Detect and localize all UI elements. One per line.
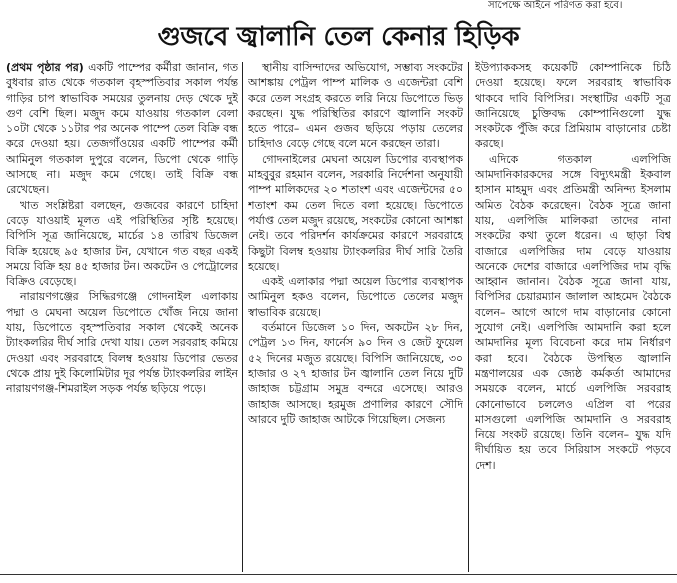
article-column-2 bbox=[248, 60, 463, 572]
headline-container bbox=[0, 14, 677, 60]
article-column-3 bbox=[475, 60, 671, 572]
column-1-paragraph-2: খাত সংশ্লিষ্টরা বলছেন, গুজবের কারণে চাহিদা বেড়ে যাওয়াই মূলত এই পরিস্থিতির সৃষ্টি হয়েছে। বিপিসি সূত্র জানিয়েছে, মার্চের ১৪ তারিখ ডিজেল বিক্রি হয়েছে ৯৫ হাজার টন, যেখানে গত বছর একই সময়ে বিক্রি হয় ৪৫ হাজার টন। অকটেন ও পেট্রোলের বিক্রিও বেড়েছে। bbox=[6, 198, 238, 289]
column-1-paragraph-3: নারায়ণগঞ্জের সিদ্ধিরগঞ্জে গোদনাইল এলাকায় পদ্মা ও মেঘনা অয়েল ডিপোতে খোঁজ নিয়ে জানা যায়, ডিপোতে বৃহস্পতিবার সকাল থেকেই অনেক ট্যাংকলরির দীর্ঘ সারি দেখা যায়। তেল সরবরাহ কমিয়ে দেওয়া এবং সরবরাহে বিলম্ব হওয়ায় ডিপোর ভেতর থেকে প্রায় দুই কিলোমিটার দূর পর্যন্ত ট্যাংকলরির লাইন নারায়ণগঞ্জ-শিমরাইল সড়ক পর্যন্ত ছড়িয়ে পড়ে। bbox=[6, 290, 238, 396]
article-column-1 bbox=[6, 60, 238, 572]
previous-article-fragment: সাপেক্ষে আইনে পরিণত করা হবে। bbox=[488, 0, 623, 11]
column-3-paragraph-2: এদিকে গতকাল এলপিজি আমদানিকারকদের সঙ্গে বিদ্যুৎমন্ত্রী ইকবাল হাসান মাহমুদ এবং প্রতিমন্ত্রী অনিন্দ্য ইসলাম অমিত বৈঠক করেছেন। বৈঠক সূত্রে জানা যায়, এলপিজি মালিকরা তাদের নানা সংকটের কথা তুলে ধরেন। এ ছাড়া বিশ্ব বাজারে এলপিজির দাম বেড়ে যাওয়ায় অনেকে দেশের বাজারে এলপিজির দাম বৃদ্ধি আহ্বান জানান। বৈঠক সূত্রে জানা যায়, বিপিসির চেয়ারম্যান জালাল আহমেদ বৈঠকে বলেন– আগে আগে দাম বাড়ানোর কোনো সুযোগ নেই। এলপিজি আমদানি করা হলে আমদানির মূল্য বিবেচনা করে দাম নির্ধারণ করা হবে। বৈঠকে উপস্থিত জ্বালানি মন্ত্রণালয়ের এক জ্যেষ্ঠ কর্মকর্তা আমাদের সময়কে বলেন, মার্চে এলপিজি সরবরাহ কোনোভাবে চললেও এপ্রিল বা পরের মাসগুলো এলপিজি আমদানি ও সরবরাহ নিয়ে সংকট রয়েছে। তিনি বলেন– যুদ্ধ যদি দীর্ঘায়িত হয় তবে সিরিয়াস সংকটে পড়বে দেশ। bbox=[475, 152, 671, 472]
continuation-reference: (প্রথম পৃষ্ঠার পর) bbox=[6, 61, 84, 74]
column-1-paragraph-1-text: একটি পাম্পের কর্মীরা জানান, গত বুধবার রাত থেকে গতকাল বৃহস্পতিবার সকাল পর্যন্ত গাড়ির চাপ স্বাভাবিক সময়ের তুলনায় দেড় থেকে দুই গুণ বেশি ছিল। মজুদ কমে যাওয়ায় গতকাল বেলা ১০টা থেকে ১১টার পর অনেক পাম্পে তেল বিক্রি বন্ধ করে দেওয়া হয়। তেজগাঁওয়ের একটি পাম্পের কর্মী আমিনুল গতকাল দুপুরে বলেন, ডিপো থেকে গাড়ি আসছে না। মজুদ কমে গেছে। তাই বিক্রি বন্ধ রেখেছেন। bbox=[6, 61, 238, 197]
column-2-paragraph-1: স্থানীয় বাসিন্দাদের অভিযোগ, সম্ভাব্য সংকটের আশঙ্কায় পেট্রল পাম্প মালিক ও এজেন্টরা বেশি করে তেল সংগ্রহ করতে লরি নিয়ে ডিপোতে ভিড় করছেন। যুদ্ধ পরিস্থিতির কারণে জ্বালানি সংকট হতে পারে– এমন গুজব ছড়িয়ে পড়ায় তেলের চাহিদাও বেড়ে গেছে বলে মনে করছেন তারা। bbox=[248, 61, 463, 151]
column-1-paragraph-1 bbox=[6, 60, 238, 198]
column-2-paragraph-3: একই এলাকার পদ্মা অয়েল ডিপোর ব্যবস্থাপক আমিনুল হকও বলেন, ডিপোতে তেলের মজুদ স্বাভাবিক রয়েছে। bbox=[248, 275, 463, 319]
bottom-rule bbox=[0, 574, 677, 575]
article-headline: গুজবে জ্বালানি তেল কেনার হিড়িক bbox=[157, 22, 520, 52]
column-divider-2 bbox=[468, 62, 469, 572]
column-divider-1 bbox=[242, 62, 243, 572]
column-2-paragraph-2: গোদনাইলের মেঘনা অয়েল ডিপোর ব্যবস্থাপক মাহবুবুর রহমান বলেন, সরকারি নির্দেশনা অনুযায়ী পাম্প মালিকদের ২০ শতাংশ এবং এজেন্টদের ৫০ শতাংশ কম তেল দিতে বলা হয়েছে। ডিপোতে পর্যাপ্ত তেল মজুদ রয়েছে, সংকটের কোনো আশঙ্কা নেই। তবে পরিদর্শন কার্যক্রমের কারণে সরবরাহে কিছুটা বিলম্ব হওয়ায় ট্যাংকলরির দীর্ঘ সারি তৈরি হয়েছে। bbox=[248, 152, 463, 273]
column-3-paragraph-1: ইউপ্যাককসহ কয়েকটি কোম্পানিকে চিঠি দেওয়া হয়েছে। ফলে সরবরাহ স্বাভাবিক থাকবে দাবি বিপিসির। সংস্থাটির একটি সূত্র জানিয়েছে চুক্তিবদ্ধ কোম্পানিগুলো যুদ্ধ সংকটকে পুঁজি করে প্রিমিয়াম বাড়ানোর চেষ্টা করছে। bbox=[475, 61, 671, 151]
column-2-paragraph-4: বর্তমানে ডিজেল ১০ দিন, অকটেন ২৮ দিন, পেট্রল ১৩ দিন, ফার্নেস ৯০ দিন ও জেট ফুয়েল ৫২ দিনের মজুত রয়েছে। বিপিসি জানিয়েছে, ৩০ হাজার ও ২৭ হাজার টন জ্বালানি তেল নিয়ে দুটি জাহাজ চট্টগ্রাম সমুদ্র বন্দরে এসেছে। আরও জাহাজ আসছে। হরমুজ প্রণালির কারণে সৌদি আরবে দুটি জাহাজ আটকে গিয়েছিল। সেজন্য bbox=[248, 321, 463, 426]
